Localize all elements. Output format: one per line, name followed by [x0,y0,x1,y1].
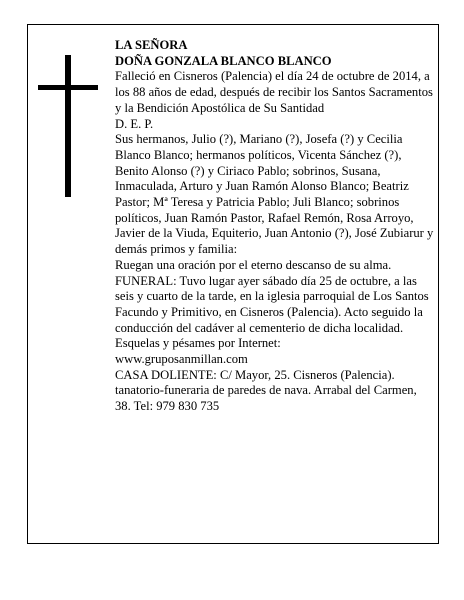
internet-label: Esquelas y pésames por Internet: [115,336,281,351]
obituary-title-line1: LA SEÑORA [115,38,188,52]
death-info: Falleció en Cisneros (Palencia) el día 24 de octubre de 2014, a los 88 años de edad, después de recibir los Santos Sacramentos y la Bendición Apostólica de Su Santidad [115,69,433,115]
casa-doliente: CASA DOLIENTE: C/ Mayor, 25. Cisneros (Palencia). [115,367,395,382]
obituary-text [115,38,435,415]
family-list: Sus hermanos, Julio (?), Mariano (?), Josefa (?) y Cecilia Blanco Blanco; hermanos políticos, Vicenta Sánchez (?), Benito Alonso (?) y Ciriaco Pablo; sobrinos, Susana, Inmaculada, Arturo y Juan Ramón Alonso Blanco; Beatriz Pastor; Mª Teresa y Patricia Pablo; Juli Blanco; sobrinos políticos, Juan Ramón Pastor, Rafael Remón, Rosa Arroyo, Javier de la Viuda, Equiterio, Juan Antonio (?), José Zubiarur y demás primos y familia: [115,132,434,257]
dep-abbreviation: D. E. P. [115,116,154,131]
prayer-request: Ruegan una oración por el eterno descanso de su alma. [115,257,392,272]
funeral-info: FUNERAL: Tuvo lugar ayer sábado día 25 de octubre, a las seis y cuarto de la tarde, en la iglesia parroquial de Los Santos Facundo y Primitivo, en Cisneros (Palencia). Acto seguido la conducción del cadáver al cementerio de dicha localidad. [115,273,429,335]
cross-icon-crossbar [38,85,98,90]
obituary-deceased-name: DOÑA GONZALA BLANCO BLANCO [115,53,332,68]
funeral-home-info: tanatorio-funeraria de paredes de nava. Arrabal del Carmen, 38. Tel: 979 830 735 [115,383,417,414]
cross-icon [65,55,71,197]
website-text: www.gruposanmillan.com [115,352,248,367]
